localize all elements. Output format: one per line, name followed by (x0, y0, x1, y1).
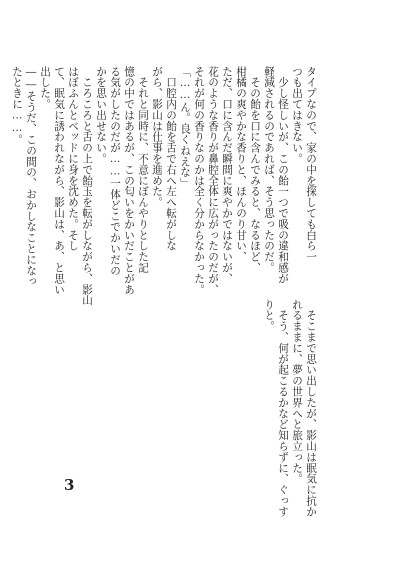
text-column: る気がしたのだが……一体どこでかいだの (109, 66, 121, 276)
text-column: かを思い出せない。 (95, 66, 107, 165)
text-column: 柑橘の爽やかな香りと、ほんのり甘い、 (235, 66, 247, 263)
body-text-lower (262, 299, 318, 517)
text-column: たときに……。 (11, 66, 23, 146)
text-column: はぼふんとベッドに身を沈めた。そし (67, 66, 79, 252)
page-number: 3 (64, 476, 75, 494)
text-column: そこまで思い出したが、影山は眠気に抗か (305, 299, 317, 517)
text-column: つも出てはきない。 (291, 66, 303, 165)
text-column: 少し怪しいが、この飴一つで吸の違和感が (277, 66, 289, 284)
text-column: ころころと舌の上で飴玉を転がしながら、影山 (81, 66, 93, 306)
text-column: 軽減されるのであれば、そう思ったのだ。 (263, 66, 275, 274)
text-column: それが何の香りなのかは全く分からなかった。 (193, 66, 205, 295)
text-column: ――そうだ、この間の、おかしなことになっ (25, 66, 37, 287)
text-column: それと同時に、不意にぼんやりとした記 (137, 66, 149, 274)
text-column: て、眠気に誘われながら、影山は、あ、と思い (53, 66, 65, 295)
text-column: がら、影山は仕事を進めた。 (151, 66, 163, 208)
text-column: タイプなので、家の中を探しても白ら一 (305, 66, 317, 263)
text-column: れるままに、夢の世界へと旅立った。 (291, 299, 303, 485)
text-column: 出した。 (39, 66, 51, 110)
text-column: そう、何が起こるかなど知らずに、ぐっす (277, 299, 289, 517)
text-column: その飴を口に含んでみると、なるほど、 (249, 66, 261, 274)
text-column: 憶の中ではあるが、この匂いをかいだことがあ (123, 66, 135, 295)
text-column: 「……ん。良くねえな」 (179, 66, 191, 189)
text-column: りと。 (263, 299, 275, 332)
text-column: 口腔内の飴を舌で右へ左へ転がしな (165, 66, 177, 252)
text-column: ただ、口に含んだ瞬間に爽やかではないが、 (221, 66, 233, 284)
body-text-upper (10, 66, 318, 306)
text-column: 花のような香りが鼻腔全体に広がったのだが、 (207, 66, 219, 295)
